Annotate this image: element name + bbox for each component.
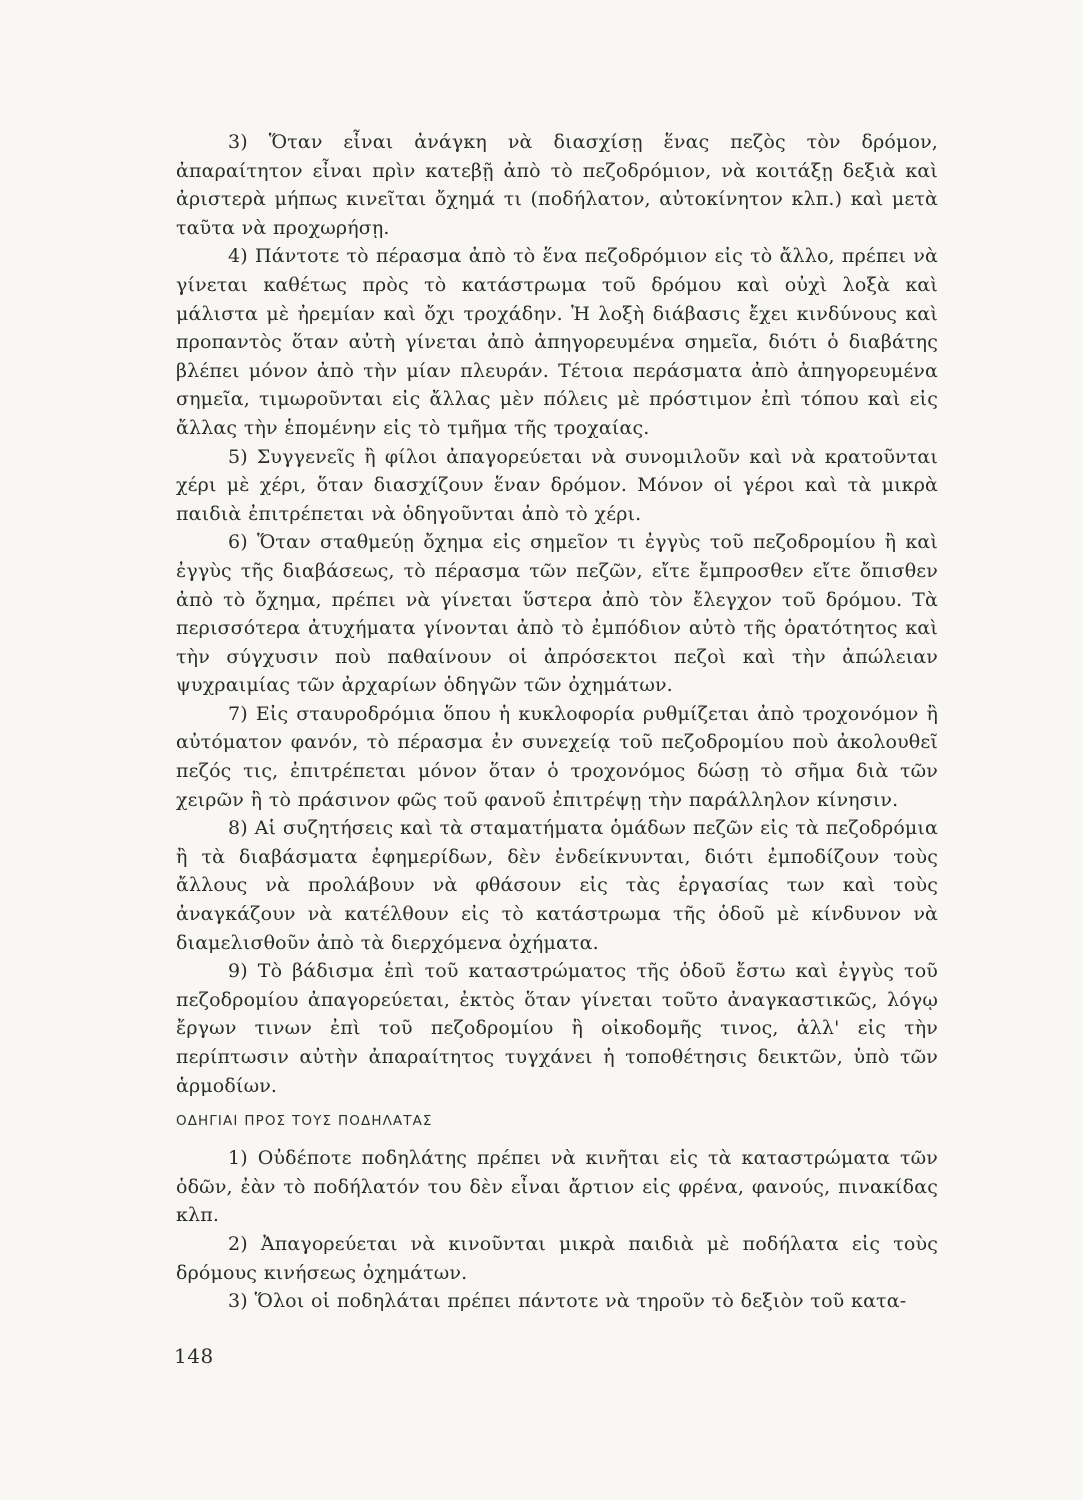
section-heading-cyclists: ΟΔΗΓΙΑΙ ΠΡΟΣ ΤΟΥΣ ΠΟΔΗΛΑΤΑΣ [176,1113,433,1130]
page-number: 148 [174,1344,214,1368]
paragraph-pedestrian-3: 3) Ὅταν εἶναι ἀνάγκη νὰ διασχίσῃ ἕνας πεζὸς τὸν δρόμον, ἀπαραίτητον εἶναι πρὶν κατεβῇ ἀπὸ τὸ πεζοδρόμιον, νὰ κοιτάξῃ δεξιὰ καὶ ἀριστερὰ μήπως κινεῖται ὄχημά τι (ποδήλατον, αὐτοκίνητον κλπ.) καὶ μετὰ ταῦτα νὰ προχωρήσῃ. [176,131,938,239]
paragraph-cyclist-1: 1) Οὐδέποτε ποδηλάτης πρέπει νὰ κινῆται εἰς τὰ καταστρώματα τῶν ὁδῶν, ἐὰν τὸ ποδήλατόν του δὲν εἶναι ἄρτιον εἰς φρένα, φανούς, πινακίδας κλπ. [176,1147,938,1227]
paragraph-pedestrian-7: 7) Εἰς σταυροδρόμια ὅπου ἡ κυκλοφορία ρυθμίζεται ἀπὸ τροχονόμον ἢ αὐτόματον φανόν, τὸ πέρασμα ἐν συνεχείᾳ τοῦ πεζοδρομίου ποὺ ἀκολουθεῖ πεζός τις, ἐπιτρέπεται μόνον ὅταν ὁ τροχονόμος δώσῃ τὸ σῆμα διὰ τῶν χειρῶν ἢ τὸ πράσινον φῶς τοῦ φανοῦ ἐπιτρέψῃ τὴν παράλληλον κίνησιν. [176,702,938,811]
paragraph-pedestrian-6: 6) Ὅταν σταθμεύῃ ὄχημα εἰς σημεῖον τι ἐγγὺς τοῦ πεζοδρομίου ἢ καὶ ἐγγὺς τῆς διαβάσεως, τὸ πέρασμα τῶν πεζῶν, εἴτε ἔμπροσθεν εἴτε ὄπισθεν ἀπὸ τὸ ὄχημα, πρέπει νὰ γίνεται ὕστερα ἀπὸ τὸν ἔλεγχον τοῦ δρόμου. Τὰ περισσότερα ἀτυχήματα γίνονται ἀπὸ τὸ ἐμπόδιον αὐτὸ τῆς ὁρατότητος καὶ τὴν σύγχυσιν ποὺ παθαίνουν οἱ ἀπρόσεκτοι πεζοὶ καὶ τὴν ἀπώλειαν ψυχραιμίας τῶν ἀρχαρίων ὁδηγῶν τῶν ὀχημάτων. [176,531,938,697]
paragraph-pedestrian-5: 5) Συγγενεῖς ἢ φίλοι ἀπαγορεύεται νὰ συνομιλοῦν καὶ νὰ κρατοῦνται χέρι μὲ χέρι, ὅταν διασχίζουν ἕναν δρόμον. Μόνον οἱ γέροι καὶ τὰ μικρὰ παιδιὰ ἐπιτρέπεται νὰ ὁδηγοῦνται ἀπὸ τὸ χέρι. [176,445,938,525]
paragraph-pedestrian-9: 9) Τὸ βάδισμα ἐπὶ τοῦ καταστρώματος τῆς ὁδοῦ ἔστω καὶ ἐγγὺς τοῦ πεζοδρομίου ἀπαγορεύεται, ἐκτὸς ὅταν γίνεται τοῦτο ἀναγκαστικῶς, λόγῳ ἔργων τινων ἐπὶ τοῦ πεζοδρομίου ἢ οἰκοδομῆς τινος, ἀλλ' εἰς τὴν περίπτωσιν αὐτὴν ἀπαραίτητος τυγχάνει ἡ τοποθέτησις δεικτῶν, ὑπὸ τῶν ἁρμοδίων. [176,960,938,1097]
paragraph-pedestrian-8: 8) Αἱ συζητήσεις καὶ τὰ σταματήματα ὁμάδων πεζῶν εἰς τὰ πεζοδρόμια ἢ τὰ διαβάσματα ἐφημερίδων, δὲν ἐνδείκνυνται, διότι ἐμποδίζουν τοὺς ἄλλους νὰ προλάβουν νὰ φθάσουν εἰς τὰς ἐργασίας των καὶ τοὺς ἀναγκάζουν νὰ κατέλθουν εἰς τὸ κατάστρωμα τῆς ὁδοῦ μὲ κίνδυνον νὰ διαμελισθοῦν ἀπὸ τὰ διερχόμενα ὀχήματα. [176,817,938,954]
paragraph-cyclist-2: 2) Ἀπαγορεύεται νὰ κινοῦνται μικρὰ παιδιὰ μὲ ποδήλατα εἰς τοὺς δρόμους κινήσεως ὀχημάτων. [176,1232,938,1284]
paragraph-cyclist-3: 3) Ὅλοι οἱ ποδηλάται πρέπει πάντοτε νὰ τηροῦν τὸ δεξιὸν τοῦ κατα- [228,1290,907,1313]
page-body-text [176,128,938,1316]
paragraph-pedestrian-4: 4) Πάντοτε τὸ πέρασμα ἀπὸ τὸ ἕνα πεζοδρόμιον εἰς τὸ ἄλλο, πρέπει νὰ γίνεται καθέτως πρὸς τὸ κατάστρωμα τοῦ δρόμου καὶ οὐχὶ λοξὰ καὶ μάλιστα μὲ ἠρεμίαν καὶ ὄχι τροχάδην. Ἡ λοξὴ διάβασις ἔχει κινδύνους καὶ προπαντὸς ὅταν αὐτὴ γίνεται ἀπὸ ἀπηγορευμένα σημεῖα, διότι ὁ διαβάτης βλέπει μόνον ἀπὸ τὴν μίαν πλευράν. Τέτοια περάσματα ἀπὸ ἀπηγορευμένα σημεῖα, τιμωροῦνται εἰς ἄλλας μὲν πόλεις μὲ πρόστιμον ἐπὶ τόπου καὶ εἰς ἄλλας τὴν ἑπομένην εἰς τὸ τμῆμα τῆς τροχαίας. [176,245,938,439]
